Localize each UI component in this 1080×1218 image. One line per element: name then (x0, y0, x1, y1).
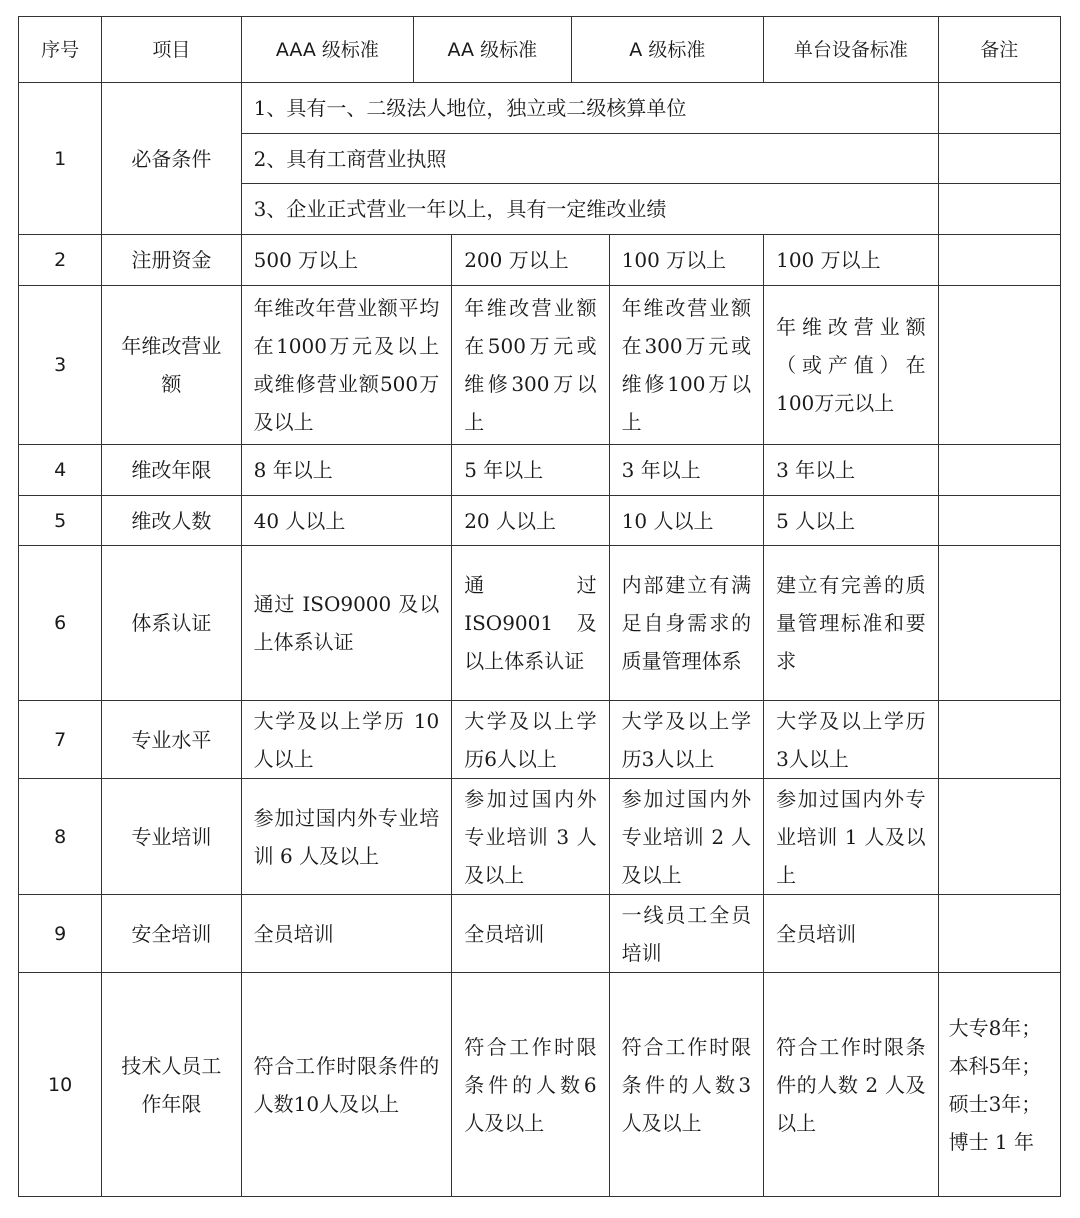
row-index: 9 (19, 895, 102, 973)
table-row (19, 701, 1061, 779)
note-line: 博士 1 年 (948, 1129, 1035, 1154)
table-row (19, 83, 1061, 134)
table-row (19, 496, 1061, 546)
cell-aaa: 大学及以上学历 10 人以上 (241, 701, 452, 779)
row-item: 专业培训 (102, 779, 241, 895)
note-line: 大专8年； (948, 1015, 1042, 1040)
cell-aa: 200 万以上 (452, 235, 609, 286)
cell-aa: 符合工作时限条件的人数6人及以上 (452, 973, 609, 1197)
cell-aaa: 年维改年营业额平均在1000万元及以上或维修营业额500万及以上 (241, 286, 452, 445)
cell-a: 一线员工全员培训 (609, 895, 763, 973)
cell-single: 参加过国内外专业培训 1 人及以上 (764, 779, 938, 895)
cell-aaa: 8 年以上 (241, 445, 452, 496)
cell-aaa: 通过 ISO9000 及以上体系认证 (241, 546, 452, 701)
cell-aa: 20 人以上 (452, 496, 609, 546)
table-row (19, 235, 1061, 286)
row-note (938, 895, 1060, 973)
row-note (938, 973, 1060, 1197)
cell-single: 100 万以上 (764, 235, 938, 286)
cell-single: 3 年以上 (764, 445, 938, 496)
row-note (938, 445, 1060, 496)
cell-a: 10 人以上 (609, 496, 763, 546)
row-index: 3 (19, 286, 102, 445)
row-item: 维改年限 (102, 445, 241, 496)
row-note (938, 83, 1060, 134)
qualification-standards-table (18, 16, 1061, 1197)
table-row (19, 895, 1061, 973)
row-note (938, 496, 1060, 546)
row-item: 必备条件 (102, 83, 241, 235)
cell-single: 5 人以上 (764, 496, 938, 546)
row-item: 安全培训 (102, 895, 241, 973)
cell-a: 年维改营业额在300万元或维修100万以上 (609, 286, 763, 445)
table-row (19, 546, 1061, 701)
table-row (19, 973, 1061, 1197)
row-note (938, 184, 1060, 235)
header-note: 备注 (938, 17, 1060, 83)
row-index: 2 (19, 235, 102, 286)
cell-a: 3 年以上 (609, 445, 763, 496)
header-item: 项目 (102, 17, 241, 83)
row-item: 维改人数 (102, 496, 241, 546)
cell-single: 建立有完善的质量管理标准和要求 (764, 546, 938, 701)
cell-aa: 5 年以上 (452, 445, 609, 496)
header-row (19, 17, 1061, 83)
cell-aaa: 40 人以上 (241, 496, 452, 546)
row-index: 6 (19, 546, 102, 701)
row-index: 8 (19, 779, 102, 895)
row-index: 1 (19, 83, 102, 235)
note-line: 硕士3年； (948, 1091, 1042, 1116)
row-index: 10 (19, 973, 102, 1197)
condition-3: 3、企业正式营业一年以上，具有一定维改业绩 (241, 184, 938, 235)
table-row (19, 286, 1061, 445)
cell-single: 大学及以上学历3人以上 (764, 701, 938, 779)
row-item: 年维改营业额 (102, 286, 241, 445)
row-index: 4 (19, 445, 102, 496)
cell-aa: 全员培训 (452, 895, 609, 973)
cell-a: 100 万以上 (609, 235, 763, 286)
row-index: 7 (19, 701, 102, 779)
row-note (938, 701, 1060, 779)
cell-aa: 参加过国内外专业培训 3 人及以上 (452, 779, 609, 895)
row-note (938, 286, 1060, 445)
header-aa: AA 级标准 (414, 17, 571, 83)
table-row (19, 445, 1061, 496)
cell-a: 内部建立有满足自身需求的质量管理体系 (609, 546, 763, 701)
row-note (938, 779, 1060, 895)
cell-aa: 年维改营业额在500万元或维修300万以上 (452, 286, 609, 445)
cell-aaa: 符合工作时限条件的人数10人及以上 (241, 973, 452, 1197)
cell-single: 年维改营业额（或产值）在100万元以上 (764, 286, 938, 445)
row-note (938, 235, 1060, 286)
row-item: 注册资金 (102, 235, 241, 286)
cell-aaa: 500 万以上 (241, 235, 452, 286)
row-note (938, 546, 1060, 701)
condition-2: 2、具有工商营业执照 (241, 134, 938, 184)
cell-aa: 通过 ISO9001 及以上体系认证 (452, 546, 609, 701)
row-index: 5 (19, 496, 102, 546)
cell-a: 大学及以上学历3人以上 (609, 701, 763, 779)
row-item: 技术人员工作年限 (102, 973, 241, 1197)
cell-a: 符合工作时限条件的人数3人及以上 (609, 973, 763, 1197)
cell-aaa: 全员培训 (241, 895, 452, 973)
row-item: 专业水平 (102, 701, 241, 779)
cell-single: 符合工作时限条件的人数 2 人及以上 (764, 973, 938, 1197)
cell-aaa: 参加过国内外专业培训 6 人及以上 (241, 779, 452, 895)
header-aaa: AAA 级标准 (241, 17, 413, 83)
cell-a: 参加过国内外专业培训 2 人及以上 (609, 779, 763, 895)
note-line: 本科5年； (948, 1053, 1042, 1078)
table-row (19, 779, 1061, 895)
header-a: A 级标准 (571, 17, 764, 83)
cell-aa: 大学及以上学历6人以上 (452, 701, 609, 779)
header-single: 单台设备标准 (764, 17, 938, 83)
row-note (938, 134, 1060, 184)
cell-single: 全员培训 (764, 895, 938, 973)
condition-1: 1、具有一、二级法人地位，独立或二级核算单位 (241, 83, 938, 134)
header-index: 序号 (19, 17, 102, 83)
row-item: 体系认证 (102, 546, 241, 701)
